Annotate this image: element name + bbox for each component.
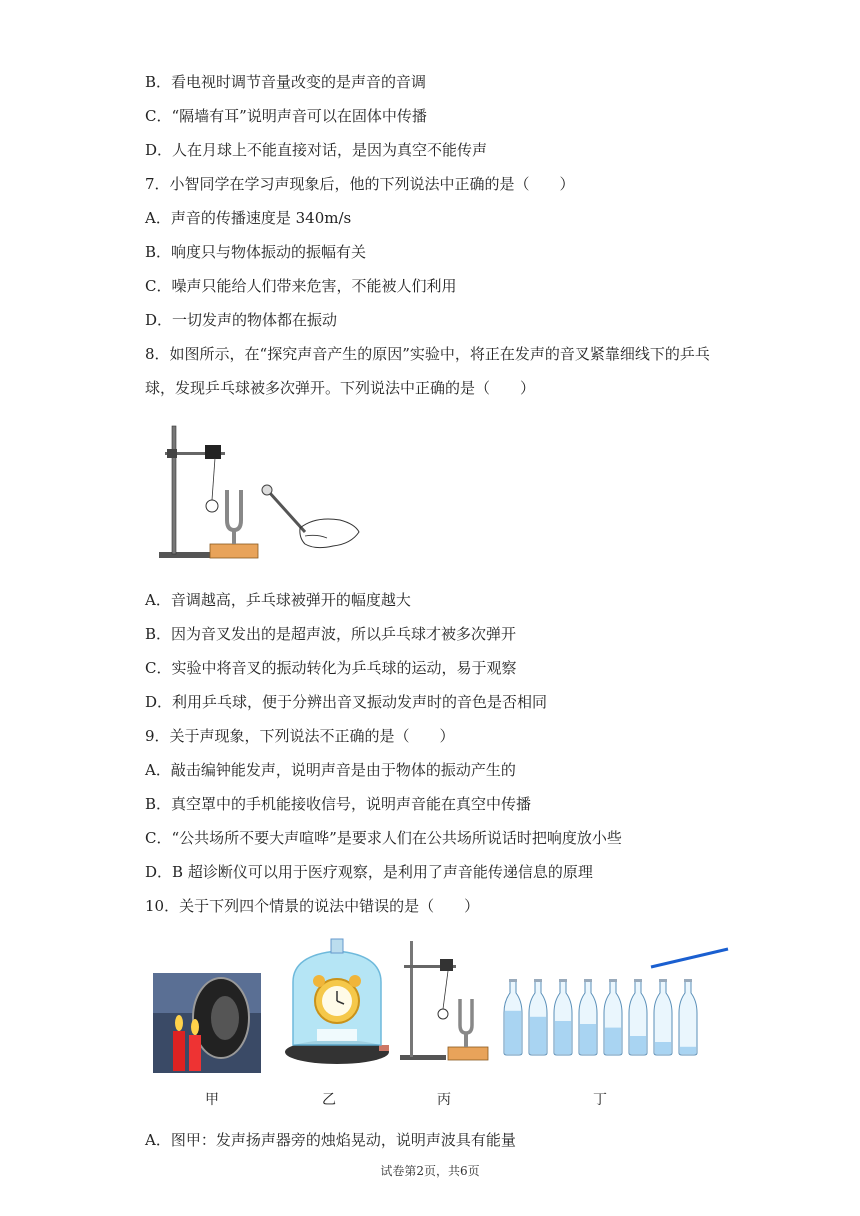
clamp-head [205,445,221,459]
option-a-q9: A．敲击编钟能发声，说明声音是由于物体的振动产生的 [145,761,516,779]
bottle [679,981,697,1055]
option-c-q6: C．“隔墙有耳”说明声音可以在固体中传播 [145,107,427,125]
option-a-q10: A．图甲：发声扬声器旁的烛焰晃动，说明声波具有能量 [145,1131,516,1149]
thread [212,458,215,500]
stand-base [159,552,214,558]
bottle-water [505,1011,521,1054]
bottle-cap [634,979,642,982]
bottle-water [530,1017,546,1054]
question-8-line2: 球，发现乒乓球被多次弹开。下列说法中正确的是（ ） [145,379,536,397]
caption-yi: 乙 [322,1092,336,1108]
tuning-fork-stand-figure [398,937,490,1067]
speaker-candles-photo [153,973,261,1073]
resonance-box [210,544,258,558]
tuning-fork-experiment-figure [155,420,365,565]
bottle-water [680,1047,696,1054]
clamp-block [167,449,177,458]
bottle-cap [559,979,567,982]
option-a-q7: A．声音的传播速度是 340m/s [145,209,352,227]
candle-right [189,1035,201,1071]
striking-stick [651,949,728,967]
water-bottles-figure [498,945,733,1060]
ping-pong-ball [438,1009,448,1019]
caption-ding: 丁 [593,1092,607,1108]
mallet [269,492,305,532]
bottle-cap [534,979,542,982]
bottle-water [655,1042,671,1054]
stand-pole [172,426,176,554]
option-c-q8: C．实验中将音叉的振动转化为乒乓球的运动，易于观察 [145,659,517,677]
option-b-q8: B．因为音叉发出的是超声波，所以乒乓球才被多次弹开 [145,625,517,643]
bottle-cap [609,979,617,982]
option-b-q9: B．真空罩中的手机能接收信号，说明声音能在真空中传播 [145,795,532,813]
question-7: 7．小智同学在学习声现象后，他的下列说法中正确的是（ ） [145,175,575,193]
hand [300,519,359,548]
bottle-cap [659,979,667,982]
flame-right [191,1019,199,1035]
bottle-water [605,1028,621,1054]
option-d-q7: D．一切发声的物体都在振动 [145,311,338,329]
flame-left [175,1015,183,1031]
option-c-q7: C．噪声只能给人们带来危害，不能被人们利用 [145,277,457,295]
tuning-fork [227,490,241,530]
bottle-cap [684,979,692,982]
option-d-q6: D．人在月球上不能直接对话，是因为真空不能传声 [145,141,488,159]
option-d-q9: D．B 超诊断仪可以用于医疗观察，是利用了声音能传递信息的原理 [145,863,593,881]
bell-jar-figure [283,937,391,1067]
option-c-q9: C．“公共场所不要大声喧哗”是要求人们在公共场所说话时把响度放小些 [145,829,622,847]
question-8-line1: 8．如图所示，在“探究声音产生的原因”实验中，将正在发声的音叉紧靠细线下的乒乓 [145,345,710,363]
bottle-water [580,1024,596,1054]
option-b-q7: B．响度只与物体振动的振幅有关 [145,243,367,261]
tuning-fork [460,999,472,1033]
option-b-q6: B．看电视时调节音量改变的是声音的音调 [145,73,427,91]
page-footer: 试卷第2页，共6页 [380,1164,480,1178]
option-d-q8: D．利用乒乓球，便于分辨出音叉振动发声时的音色是否相同 [145,693,548,711]
caption-bing: 丙 [437,1092,451,1108]
question-9: 9．关于声现象，下列说法不正确的是（ ） [145,727,455,745]
candle-left [173,1031,185,1071]
option-a-q8: A．音调越高，乒乓球被弹开的幅度越大 [145,591,411,609]
caption-jia: 甲 [205,1092,219,1108]
bottles-group [504,979,697,1055]
bottle-cap [584,979,592,982]
bottle-water [555,1021,571,1054]
ping-pong-ball [206,500,218,512]
bottle-water [630,1036,646,1054]
bottle-cap [509,979,517,982]
question-10: 10．关于下列四个情景的说法中错误的是（ ） [145,897,480,915]
